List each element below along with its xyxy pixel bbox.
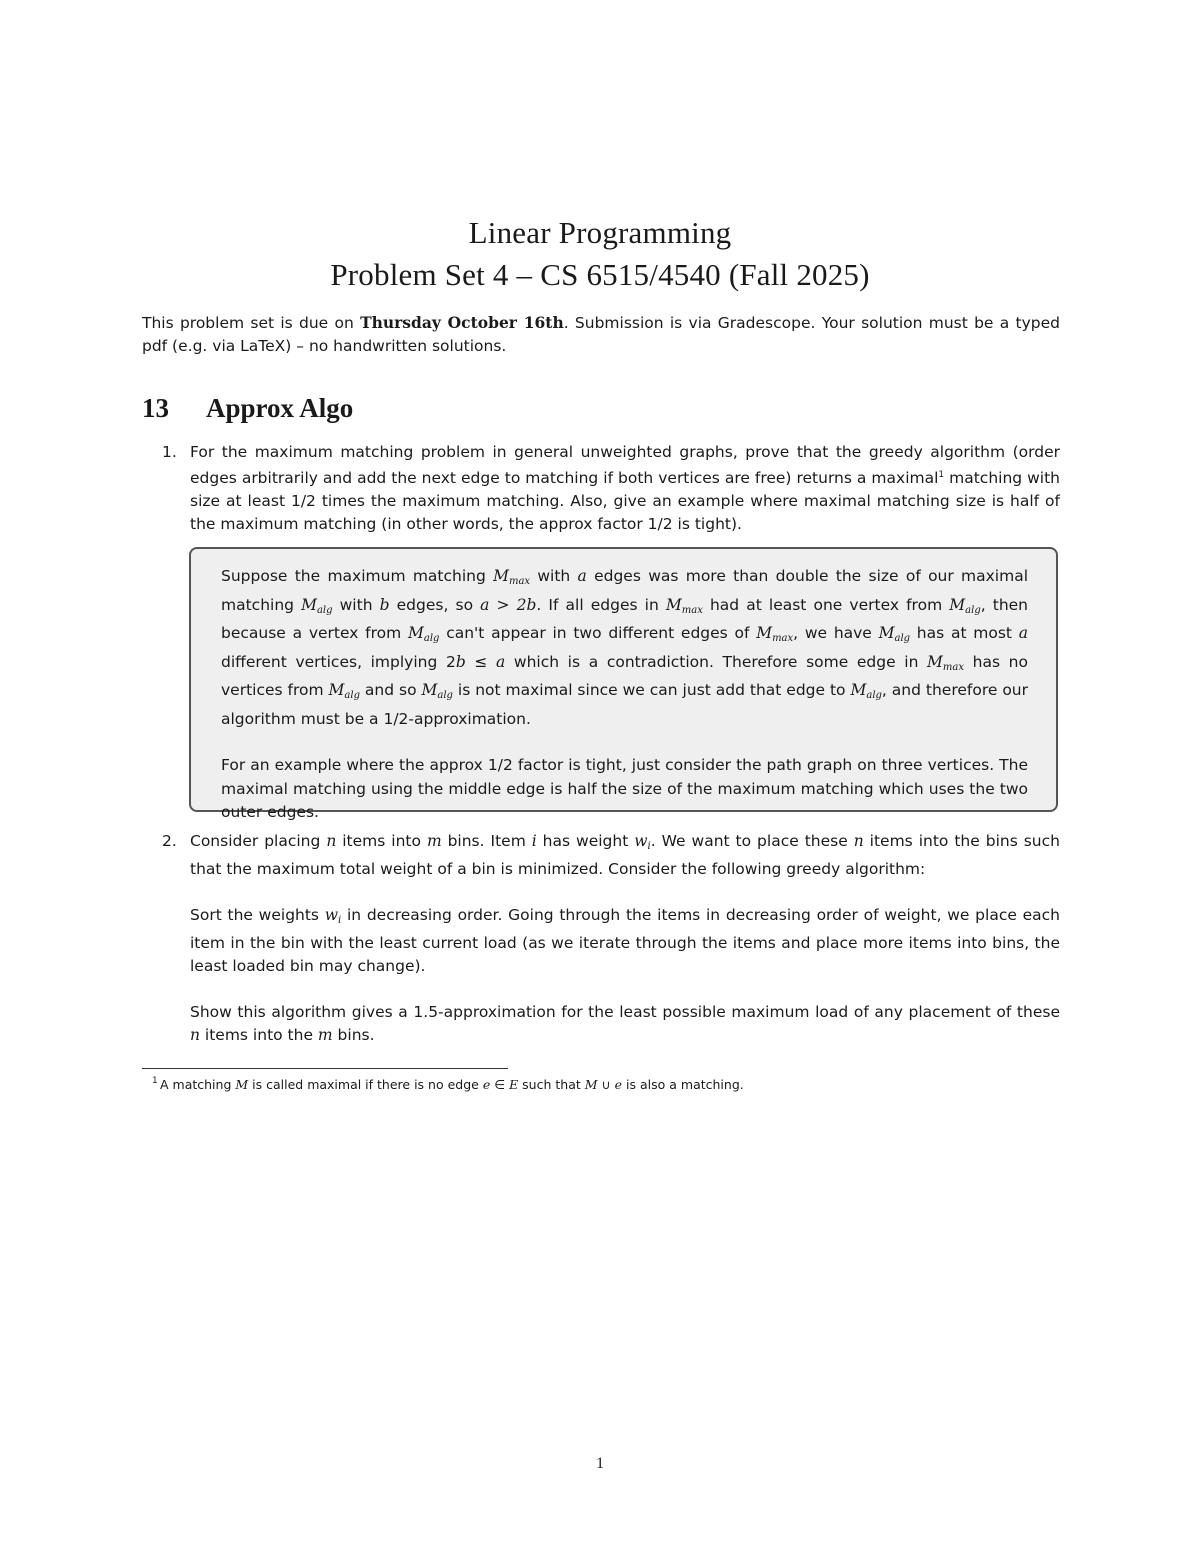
solution-box	[189, 547, 1058, 821]
problem-2-paragraph-2: Sort the weights $w_i$ in decreasing order. Going through the items in decreasing order of weight, we place each item in the bin with the least current load (as we iterate through the items and place more items into bins, the least loaded bin may change).	[190, 906, 1060, 975]
footnote-mark: 1	[152, 1076, 158, 1086]
solution-paragraph-1: Suppose the maximum matching $M_{max}$ with a edges was more than double the size of our maximal matching $M_{alg}$ with b edges, so a > 2b. If all edges in $M_{max}$ had at least one vertex from $M_{alg}$, then because a vertex from $M_{alg}$ can't appear in two different edges of $M_{max}$, we have $M_{alg}$ has at most a different vertices, implying 2b ≤ a which is a contradiction. Therefore some edge in $M_{max}$ has no vertices from $M_{alg}$ and so $M_{alg}$ is not maximal since we can just add that edge to $M_{alg}$, and therefore our algorithm must be a 1/2-approximation.	[221, 567, 1029, 728]
document-title: Linear Programming	[468, 215, 732, 250]
footnote: 1 A matching M is called maximal if there is no edge e ∈ E such that M ∪ e is also a matching.	[160, 1076, 744, 1094]
solution-paragraph-2: For an example where the approx 1/2 factor is tight, just consider the path graph on three vertices. The maximal matching using the middle edge is half the size of the maximum matching which uses the two outer edges.	[221, 756, 1028, 821]
document-subtitle: Problem Set 4 – CS 6515/4540 (Fall 2025)	[330, 257, 870, 292]
problem-2-paragraph-1: Consider placing n items into m bins. Item i has weight $w_i$. We want to place these n items into the bins such that the maximum total weight of a bin is minimized. Consider the following greedy algorithm:	[190, 832, 1060, 878]
section-title: Approx Algo	[206, 393, 354, 423]
problem-2-paragraph-3: Show this algorithm gives a 1.5-approximation for the least possible maximum load of any placement of these n items into the m bins.	[190, 1003, 1060, 1044]
problem-1: 1. For the maximum matching problem in general unweighted graphs, prove that the greedy algorithm (order edges arbitrarily and add the next edge to matching if both vertices are free) returns a maximal$^1$ matching with size at least 1/2 times the maximum matching. Also, give an example where maximal matching size is half of the maximum matching (in other words, the approx factor 1/2 is tight).	[162, 443, 1060, 533]
intro-paragraph: This problem set is due on Thursday October 16th. Submission is via Gradescope. Your solution must be a typed pdf (e.g. via LaTeX) – no handwritten solutions.	[142, 313, 1060, 355]
problem-2	[162, 830, 1060, 1047]
problem-2-marker: 2.	[162, 832, 177, 850]
due-date: Thursday October 16th	[360, 313, 564, 332]
footnote-rule	[142, 1068, 508, 1069]
section-heading	[142, 390, 353, 426]
page-number: 1	[596, 1455, 604, 1472]
footnote-ref[interactable]: 1	[938, 470, 945, 480]
section-number: 13	[142, 393, 169, 423]
solution-text	[221, 565, 1028, 825]
problem-1-marker: 1.	[162, 443, 177, 461]
